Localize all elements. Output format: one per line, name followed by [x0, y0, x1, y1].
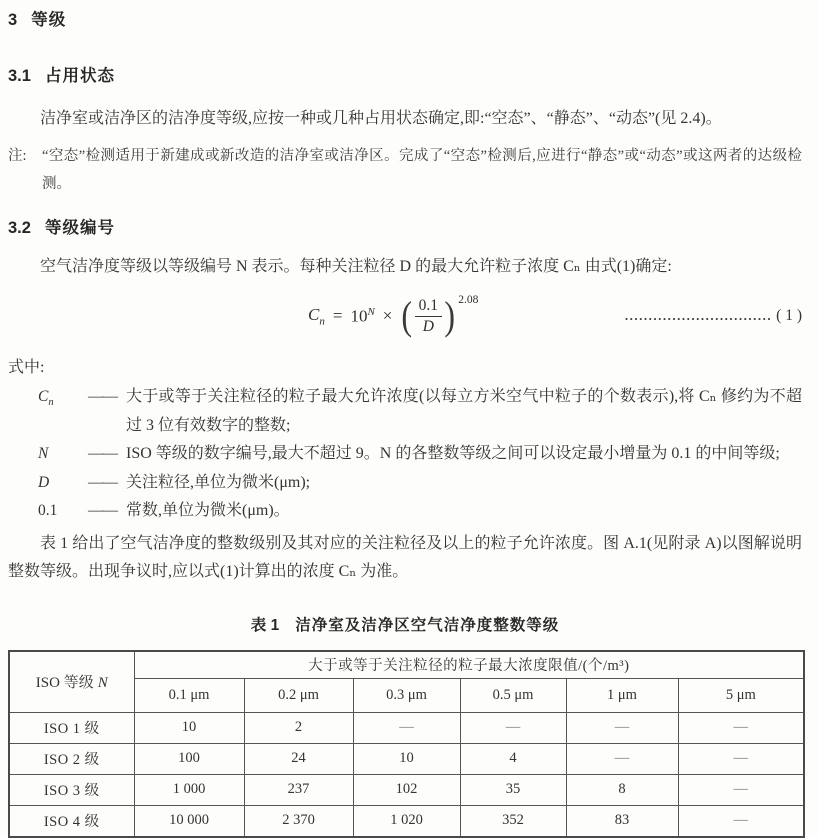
cell-value: 24 [244, 743, 353, 774]
where-label: 式中: [8, 359, 45, 376]
base-10: 10 [350, 306, 368, 326]
definition-term [8, 497, 88, 526]
definition-dash: —— [88, 502, 116, 519]
power-term [350, 306, 374, 327]
header-size-0-5um: 0.5 μm [460, 678, 566, 712]
definition-list [8, 383, 802, 526]
fraction [415, 296, 442, 336]
definition-dash: —— [88, 388, 116, 405]
table-row-iso2 [9, 743, 804, 774]
cell-value: 352 [460, 805, 566, 837]
note-text: “空态”检测适用于新建成或新改造的洁净室或洁净区。完成了“空态”检测后,应进行“静态”或“动态”或这两者的达级检测。 [42, 148, 802, 192]
note-block [8, 142, 802, 198]
symbol-N: N [367, 305, 375, 318]
definition-D [8, 469, 802, 498]
term-symbol: C [38, 388, 49, 405]
table-row-iso1 [9, 712, 804, 743]
cell-value: 2 [244, 712, 353, 743]
dot-leader: ............................... [624, 308, 773, 323]
equation-1 [8, 287, 802, 345]
header-size-0-2um: 0.2 μm [244, 678, 353, 712]
open-paren: ( [401, 293, 413, 338]
row-label: ISO 4 级 [9, 805, 134, 837]
paragraph-occupancy-states: 洁净室或洁净区的洁净度等级,应按一种或几种占用状态确定,即:“空态”、“静态”、“动态”(见 2.4)。 [40, 110, 722, 127]
symbol-D: D [422, 317, 434, 335]
exponent-value: 2.08 [458, 294, 479, 306]
definition-text: 常数,单位为微米(μm)。 [126, 502, 290, 519]
header-iso-class-text: ISO 等级 [35, 675, 94, 691]
row-label: ISO 2 级 [9, 743, 134, 774]
cell-value: 83 [566, 805, 678, 837]
header-symbol-N: N [97, 675, 108, 691]
section-number: 3.2 [8, 219, 31, 237]
term-subscript: n [48, 397, 54, 409]
definition-N [8, 440, 802, 469]
formula-lhs [308, 305, 325, 327]
multiplication-sign: × [382, 306, 393, 325]
definition-text: 大于或等于关注粒径的粒子最大允许浓度(以每立方米空气中粒子的个数表示),将 Cₙ 修约为不超过 3 位有效数字的整数; [126, 388, 802, 434]
header-size-0-1um: 0.1 μm [134, 678, 244, 712]
row-label: ISO 3 级 [9, 774, 134, 805]
definition-term [8, 440, 88, 469]
header-size-5um: 5 μm [678, 678, 804, 712]
fraction-denominator [415, 316, 442, 336]
note-label: 注: [8, 148, 27, 164]
cell-value: — [353, 712, 460, 743]
section-number: 3.1 [8, 67, 31, 85]
table-caption [8, 613, 802, 635]
exponent-N [367, 306, 374, 318]
cell-value: — [460, 712, 566, 743]
cell-value: 4 [460, 743, 566, 774]
cell-value: 1 020 [353, 805, 460, 837]
cell-value: 1 000 [134, 774, 244, 805]
term-symbol: D [38, 473, 50, 491]
symbol-C: C [308, 304, 320, 324]
header-concentration-limit: 大于或等于关注粒径的粒子最大浓度限值/(个/m³) [134, 651, 804, 679]
definition-dash: —— [88, 473, 116, 491]
table-caption-title: 洁净室及洁净区空气洁净度整数等级 [295, 616, 560, 634]
cell-value: 10 [134, 712, 244, 743]
definition-text: ISO 等级的数字编号,最大不超过 9。N 的各整数等级之间可以设定最小增量为 0.1 的中间等级; [126, 445, 780, 462]
cell-value: 237 [244, 774, 353, 805]
definition-Cn [8, 383, 802, 440]
row-label: ISO 1 级 [9, 712, 134, 743]
subscript-n: n [319, 315, 325, 328]
cell-value: 10 000 [134, 805, 244, 837]
section-title: 等级 [31, 11, 67, 29]
definition-dash: —— [88, 445, 116, 462]
definition-term [8, 383, 88, 440]
cell-value: 8 [566, 774, 678, 805]
definition-term [8, 469, 88, 498]
section-heading-3-1 [8, 62, 802, 86]
definition-text: 关注粒径,单位为微米(μm); [126, 473, 311, 491]
equation-number: ( 1 ) [776, 307, 802, 324]
section-title: 占用状态 [44, 67, 115, 85]
cell-value: 102 [353, 774, 460, 805]
formula-body [308, 293, 479, 338]
table-row-iso3 [9, 774, 804, 805]
paragraph-class-designation: 空气洁净度等级以等级编号 N 表示。每种关注粒径 D 的最大允许粒子浓度 Cₙ 由式(1)确定: [40, 258, 672, 275]
definition-0-1 [8, 497, 802, 526]
table-row-iso4 [9, 805, 804, 837]
equals-sign: = [332, 306, 343, 325]
header-size-0-3um: 0.3 μm [353, 678, 460, 712]
table-caption-label: 表 1 [250, 616, 280, 634]
paragraph-table-intro: 表 1 给出了空气洁净度的整数级别及其对应的关注粒径及以上的粒子允许浓度。图 A.1(见附录 A)以图解说明整数等级。出现争议时,应以式(1)计算出的浓度 Cₙ 为准。 [8, 534, 802, 580]
section-number: 3 [8, 11, 18, 29]
term-symbol: 0.1 [38, 502, 58, 519]
cell-value: — [678, 743, 804, 774]
iso-class-table [8, 650, 805, 838]
cell-value: — [566, 712, 678, 743]
section-heading-3 [8, 0, 802, 30]
section-heading-3-2 [8, 214, 802, 238]
cell-value: — [678, 774, 804, 805]
header-size-1um: 1 μm [566, 678, 678, 712]
cell-value: 100 [134, 743, 244, 774]
cell-value: — [566, 743, 678, 774]
term-symbol: N [38, 445, 49, 462]
header-iso-class [9, 651, 134, 713]
cell-value: — [678, 805, 804, 837]
close-paren: ) [444, 293, 455, 338]
section-title: 等级编号 [44, 219, 115, 237]
cell-value: 10 [353, 743, 460, 774]
cell-value: — [678, 712, 804, 743]
fraction-numerator: 0.1 [418, 297, 438, 315]
cell-value: 2 370 [244, 805, 353, 837]
cell-value: 35 [460, 774, 566, 805]
